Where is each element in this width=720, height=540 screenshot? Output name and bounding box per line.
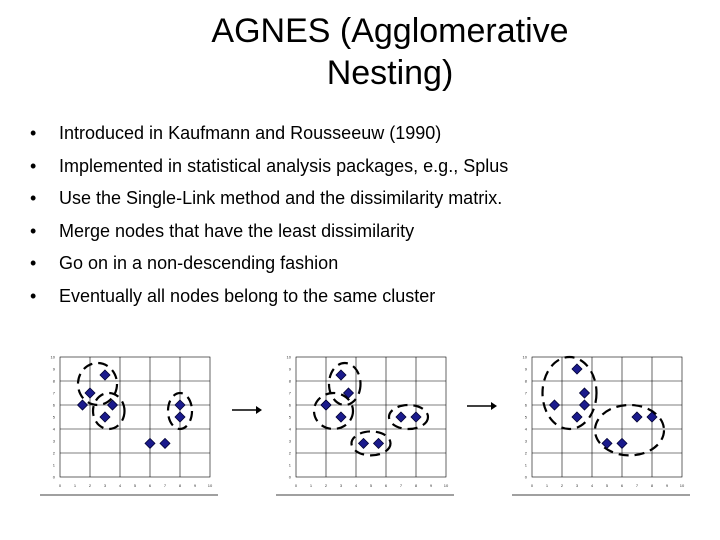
y-tick-label: 6 (288, 402, 291, 408)
scatter-plot-step-3 (510, 345, 690, 500)
y-tick-label: 7 (288, 390, 291, 396)
x-tick-label: 10 (207, 483, 213, 488)
y-tick-label: 6 (524, 402, 527, 408)
x-tick-label: 8 (414, 483, 418, 488)
x-tick-label: 2 (324, 483, 328, 488)
bullet-text: Go on in a non-descending fashion (59, 253, 339, 274)
data-point (78, 400, 88, 410)
x-tick-label: 2 (560, 483, 564, 488)
bullet-text: Implemented in statistical analysis packages, e.g., Splus (59, 155, 509, 176)
plot-panel-1 (38, 345, 218, 500)
cluster-outline (314, 393, 353, 429)
y-tick-label: 1 (288, 462, 291, 468)
cluster-outline (595, 405, 664, 455)
x-tick-label: 9 (193, 483, 197, 488)
plot-frame (532, 357, 682, 477)
data-point (175, 400, 185, 410)
bullet-dot: • (30, 155, 37, 176)
y-tick-label: 6 (52, 402, 55, 408)
y-tick-label: 2 (288, 450, 291, 456)
y-tick-label: 5 (52, 414, 55, 420)
y-tick-label: 9 (524, 366, 527, 372)
data-point (145, 438, 155, 448)
x-tick-label: 8 (650, 483, 654, 488)
data-point (336, 370, 346, 380)
bullet-text: Eventually all nodes belong to the same cluster (59, 285, 436, 306)
data-point (321, 400, 331, 410)
x-tick-label: 3 (575, 483, 579, 488)
y-tick-label: 2 (524, 450, 527, 456)
x-tick-label: 5 (369, 483, 373, 488)
data-point (374, 438, 384, 448)
y-tick-label: 10 (50, 354, 55, 360)
scatter-plot-step-1 (38, 345, 218, 500)
bullet-text: Introduced in Kaufmann and Rousseeuw (1990) (59, 123, 442, 143)
arrow-right-icon-2 (467, 399, 497, 418)
x-tick-label: 1 (545, 483, 549, 488)
x-tick-label: 3 (339, 483, 343, 488)
y-tick-label: 3 (52, 438, 55, 444)
plot-frame (60, 357, 210, 477)
y-tick-label: 9 (52, 366, 55, 372)
data-point (617, 438, 627, 448)
y-tick-label: 8 (524, 378, 527, 384)
y-tick-label: 0 (288, 474, 291, 480)
x-tick-label: 7 (399, 483, 403, 488)
bullet-text: Merge nodes that have the least dissimilarity (59, 220, 415, 241)
x-tick-label: 6 (148, 483, 152, 488)
y-tick-label: 7 (52, 390, 55, 396)
data-point (602, 438, 612, 448)
y-tick-label: 4 (52, 426, 55, 432)
x-tick-label: 5 (605, 483, 609, 488)
x-tick-label: 3 (103, 483, 107, 488)
data-point (396, 412, 406, 422)
y-tick-label: 10 (286, 354, 291, 360)
data-point (550, 400, 560, 410)
plot-panel-3 (510, 345, 690, 500)
x-tick-label: 4 (118, 483, 122, 488)
x-tick-label: 7 (163, 483, 167, 488)
data-point (632, 412, 642, 422)
y-tick-label: 3 (524, 438, 527, 444)
x-tick-label: 6 (620, 483, 624, 488)
data-point (580, 388, 590, 398)
data-point (100, 412, 110, 422)
y-tick-label: 2 (52, 450, 55, 456)
bullet-text: Use the Single-Link method and the dissimilarity matrix. (59, 188, 503, 209)
y-tick-label: 0 (52, 474, 55, 480)
y-tick-label: 3 (288, 438, 291, 444)
x-tick-label: 4 (590, 483, 594, 488)
cluster-outline (352, 431, 391, 455)
x-tick-label: 10 (679, 483, 685, 488)
bullet-dot: • (30, 285, 37, 306)
y-tick-label: 1 (52, 462, 55, 468)
x-tick-label: 7 (635, 483, 639, 488)
x-tick-label: 9 (429, 483, 433, 488)
x-tick-label: 6 (384, 483, 388, 488)
y-tick-label: 10 (522, 354, 527, 360)
data-point (580, 400, 590, 410)
x-tick-label: 0 (530, 483, 534, 488)
x-tick-label: 4 (354, 483, 358, 488)
x-tick-label: 1 (73, 483, 77, 488)
arrow-right-icon-1 (232, 403, 262, 422)
x-tick-label: 5 (133, 483, 137, 488)
data-point (411, 412, 421, 422)
x-tick-label: 9 (665, 483, 669, 488)
x-tick-label: 2 (88, 483, 92, 488)
y-tick-label: 5 (288, 414, 291, 420)
slide-title (130, 10, 650, 94)
data-point (336, 412, 346, 422)
data-point (572, 412, 582, 422)
data-point (100, 370, 110, 380)
data-point (160, 438, 170, 448)
y-tick-label: 5 (524, 414, 527, 420)
data-point (85, 388, 95, 398)
cluster-outline (389, 405, 428, 429)
bullet-dot: • (30, 123, 37, 143)
y-tick-label: 1 (524, 462, 527, 468)
title-line-1: AGNES (Agglomerative (211, 12, 569, 50)
bullet-dot: • (30, 188, 37, 209)
y-tick-label: 9 (288, 366, 291, 372)
x-tick-label: 0 (294, 483, 298, 488)
title-line-2: Nesting) (326, 54, 454, 92)
data-point (175, 412, 185, 422)
plot-panel-2 (274, 345, 454, 500)
bullet-dot: • (30, 253, 37, 274)
scatter-plot-step-2 (274, 345, 454, 500)
data-point (572, 364, 582, 374)
x-tick-label: 10 (443, 483, 449, 488)
y-tick-label: 8 (288, 378, 291, 384)
data-point (359, 438, 369, 448)
bullet-dot: • (30, 220, 37, 241)
x-tick-label: 0 (58, 483, 62, 488)
plot-frame (296, 357, 446, 477)
y-tick-label: 8 (52, 378, 55, 384)
x-tick-label: 1 (309, 483, 313, 488)
y-tick-label: 4 (288, 426, 291, 432)
x-tick-label: 8 (178, 483, 182, 488)
y-tick-label: 0 (524, 474, 527, 480)
y-tick-label: 7 (524, 390, 527, 396)
y-tick-label: 4 (524, 426, 527, 432)
